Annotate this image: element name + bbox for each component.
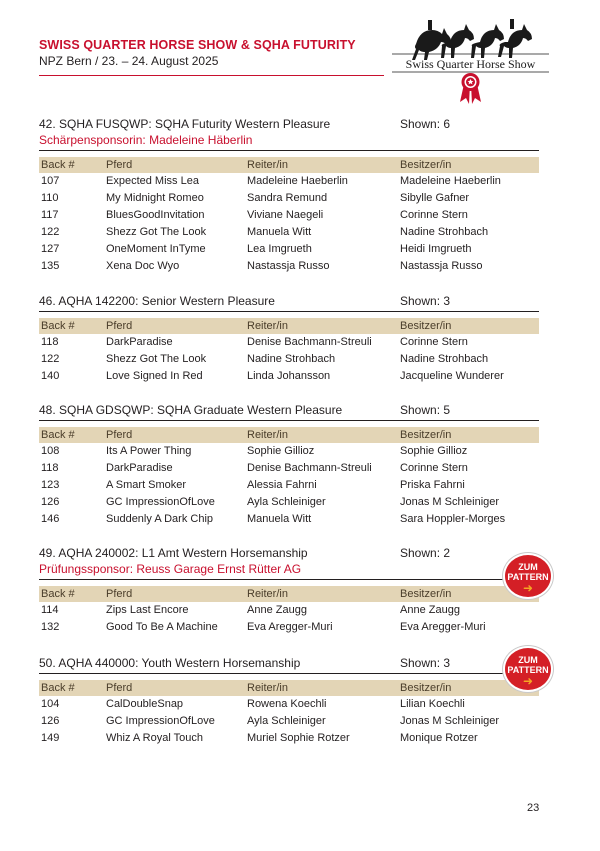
table-row xyxy=(39,241,539,258)
table-row xyxy=(39,713,539,730)
section-divider xyxy=(39,579,539,580)
section-divider xyxy=(39,150,539,151)
rider-name: Lea Imgrueth xyxy=(247,243,312,255)
rider-name: Alessia Fahrni xyxy=(247,479,317,491)
rider-name: Ayla Schleiniger xyxy=(247,715,326,727)
class-title: 46. AQHA 142200: Senior Western Pleasure xyxy=(39,294,275,308)
shown-count: Shown: 3 xyxy=(400,656,451,670)
rider-name: Rowena Koechli xyxy=(247,698,327,710)
horse-name: OneMoment InTyme xyxy=(106,243,206,255)
owner-name: Corinne Stern xyxy=(400,336,468,348)
owner-name: Nadine Strohbach xyxy=(400,226,489,238)
table-row xyxy=(39,368,539,385)
col-rider: Reiter/in xyxy=(247,682,288,694)
owner-name: Sophie Gillioz xyxy=(400,445,468,457)
back-number: 127 xyxy=(41,243,60,255)
col-horse: Pferd xyxy=(106,682,133,694)
sqhs-logo xyxy=(388,14,553,106)
col-back: Back # xyxy=(41,320,75,332)
horse-name: A Smart Smoker xyxy=(106,479,187,491)
pattern-label: PATTERN xyxy=(507,572,549,582)
horse-name: Good To Be A Machine xyxy=(106,621,218,633)
table-header xyxy=(39,680,539,696)
owner-name: Nadine Strohbach xyxy=(400,353,489,365)
owner-name: Madeleine Haeberlin xyxy=(400,175,501,187)
rider-name: Madeleine Haeberlin xyxy=(247,175,348,187)
rider-name: Ayla Schleiniger xyxy=(247,496,326,508)
shown-count: Shown: 6 xyxy=(400,117,451,131)
owner-name: Lilian Koechli xyxy=(400,698,465,710)
table-row xyxy=(39,173,539,190)
back-number: 132 xyxy=(41,621,60,633)
col-rider: Reiter/in xyxy=(247,429,288,441)
horse-name: BluesGoodInvitation xyxy=(106,209,205,221)
horse-name: Xena Doc Wyo xyxy=(106,260,180,272)
owner-name: Sibylle Gafner xyxy=(400,192,470,204)
arrow-right-icon: ➜ xyxy=(522,581,534,595)
horse-name: Zips Last Encore xyxy=(106,604,189,616)
header-divider xyxy=(39,75,384,76)
col-owner: Besitzer/in xyxy=(400,159,452,171)
sponsor-line: Prüfungssponsor: Reuss Garage Ernst Rütter AG xyxy=(39,562,302,576)
horse-name: My Midnight Romeo xyxy=(106,192,204,204)
owner-name: Anne Zaugg xyxy=(400,604,460,616)
horse-name: Suddenly A Dark Chip xyxy=(106,513,214,525)
class-section-49 xyxy=(39,545,539,636)
back-number: 117 xyxy=(41,209,59,221)
back-number: 110 xyxy=(41,192,59,204)
col-owner: Besitzer/in xyxy=(400,682,452,694)
owner-name: Priska Fahrni xyxy=(400,479,465,491)
rider-name: Denise Bachmann-Streuli xyxy=(247,336,372,348)
back-number: 107 xyxy=(41,175,60,187)
table-header xyxy=(39,427,539,443)
back-number: 122 xyxy=(41,353,60,365)
section-divider xyxy=(39,420,539,421)
rider-name: Denise Bachmann-Streuli xyxy=(247,462,372,474)
rider-name: Nadine Strohbach xyxy=(247,353,336,365)
col-owner: Besitzer/in xyxy=(400,320,452,332)
class-section-46 xyxy=(39,293,539,385)
table-row xyxy=(39,460,539,477)
horse-name: Whiz A Royal Touch xyxy=(106,732,204,744)
col-horse: Pferd xyxy=(106,320,133,332)
table-header xyxy=(39,318,539,334)
col-back: Back # xyxy=(41,588,75,600)
back-number: 135 xyxy=(41,260,60,272)
col-back: Back # xyxy=(41,159,75,171)
horse-name: GC ImpressionOfLove xyxy=(106,715,215,727)
rider-name: Manuela Witt xyxy=(247,226,312,238)
rider-name: Sandra Remund xyxy=(247,192,328,204)
rider-name: Muriel Sophie Rotzer xyxy=(247,732,350,744)
back-number: 122 xyxy=(41,226,60,238)
table-row xyxy=(39,443,539,460)
horse-name: Shezz Got The Look xyxy=(106,226,207,238)
col-rider: Reiter/in xyxy=(247,588,288,600)
owner-name: Jonas M Schleiniger xyxy=(400,715,500,727)
event-title: SWISS QUARTER HORSE SHOW & SQHA FUTURITY xyxy=(39,38,356,52)
owner-name: Sara Hoppler-Morges xyxy=(400,513,506,525)
event-subtitle: NPZ Bern / 23. – 24. August 2025 xyxy=(39,54,219,68)
rider-name: Viviane Naegeli xyxy=(247,209,324,221)
zum-pattern-button[interactable] xyxy=(505,555,551,597)
class-section-50 xyxy=(39,655,539,747)
table-row xyxy=(39,696,539,713)
table-row xyxy=(39,207,539,224)
table-row xyxy=(39,511,539,528)
horse-name: GC ImpressionOfLove xyxy=(106,496,215,508)
table-row xyxy=(39,334,539,351)
col-horse: Pferd xyxy=(106,429,133,441)
page-number: 23 xyxy=(527,802,540,814)
table-row xyxy=(39,602,539,619)
rider-name: Manuela Witt xyxy=(247,513,312,525)
rosette-icon xyxy=(460,73,481,104)
owner-name: Monique Rotzer xyxy=(400,732,478,744)
col-rider: Reiter/in xyxy=(247,320,288,332)
table-row xyxy=(39,351,539,368)
zum-label: ZUM xyxy=(518,655,538,665)
page-header xyxy=(39,38,384,76)
table-header xyxy=(39,157,539,173)
horse-name: Love Signed In Red xyxy=(106,370,203,382)
rider-name: Nastassja Russo xyxy=(247,260,330,272)
class-title: 50. AQHA 440000: Youth Western Horsemanship xyxy=(39,656,301,670)
pattern-label: PATTERN xyxy=(507,665,549,675)
shown-count: Shown: 3 xyxy=(400,294,451,308)
class-title: 42. SQHA FUSQWP: SQHA Futurity Western Pleasure xyxy=(39,117,331,131)
col-back: Back # xyxy=(41,682,75,694)
table-row xyxy=(39,619,539,636)
rider-name: Sophie Gillioz xyxy=(247,445,315,457)
horse-name: Expected Miss Lea xyxy=(106,175,199,187)
table-row xyxy=(39,494,539,511)
table-header xyxy=(39,586,539,602)
shown-count: Shown: 2 xyxy=(400,546,451,560)
owner-name: Corinne Stern xyxy=(400,209,468,221)
back-number: 123 xyxy=(41,479,60,491)
back-number: 126 xyxy=(41,715,60,727)
table-row xyxy=(39,477,539,494)
back-number: 126 xyxy=(41,496,60,508)
zum-label: ZUM xyxy=(518,562,538,572)
owner-name: Jacqueline Wunderer xyxy=(400,370,504,382)
owner-name: Corinne Stern xyxy=(400,462,468,474)
logo-text: Swiss Quarter Horse Show xyxy=(405,57,536,71)
owner-name: Nastassja Russo xyxy=(400,260,483,272)
class-section-48 xyxy=(39,402,539,528)
horse-name: DarkParadise xyxy=(106,336,173,348)
back-number: 140 xyxy=(41,370,60,382)
back-number: 118 xyxy=(41,336,59,348)
owner-name: Jonas M Schleiniger xyxy=(400,496,500,508)
col-horse: Pferd xyxy=(106,159,133,171)
shown-count: Shown: 5 xyxy=(400,403,451,417)
col-horse: Pferd xyxy=(106,588,133,600)
arrow-right-icon: ➜ xyxy=(522,674,534,688)
section-divider xyxy=(39,673,539,674)
horse-name: CalDoubleSnap xyxy=(106,698,184,710)
table-row xyxy=(39,224,539,241)
col-rider: Reiter/in xyxy=(247,159,288,171)
horse-name: Shezz Got The Look xyxy=(106,353,207,365)
back-number: 114 xyxy=(41,604,59,616)
back-number: 104 xyxy=(41,698,60,710)
section-divider xyxy=(39,311,539,312)
class-section-42 xyxy=(39,116,539,275)
table-row xyxy=(39,190,539,207)
class-title: 48. SQHA GDSQWP: SQHA Graduate Western Pleasure xyxy=(39,403,343,417)
rider-name: Linda Johansson xyxy=(247,370,331,382)
rider-name: Anne Zaugg xyxy=(247,604,307,616)
owner-name: Heidi Imgrueth xyxy=(400,243,472,255)
back-number: 108 xyxy=(41,445,60,457)
col-owner: Besitzer/in xyxy=(400,429,452,441)
table-row xyxy=(39,730,539,747)
col-owner: Besitzer/in xyxy=(400,588,452,600)
back-number: 149 xyxy=(41,732,60,744)
back-number: 118 xyxy=(41,462,59,474)
table-row xyxy=(39,258,539,275)
owner-name: Eva Aregger-Muri xyxy=(400,621,486,633)
sponsor-line: Schärpensponsorin: Madeleine Häberlin xyxy=(39,133,253,147)
class-title: 49. AQHA 240002: L1 Amt Western Horsemanship xyxy=(39,546,308,560)
rider-name: Eva Aregger-Muri xyxy=(247,621,333,633)
horse-name: Its A Power Thing xyxy=(106,445,192,457)
horse-name: DarkParadise xyxy=(106,462,173,474)
zum-pattern-button[interactable] xyxy=(505,648,551,690)
back-number: 146 xyxy=(41,513,60,525)
col-back: Back # xyxy=(41,429,75,441)
